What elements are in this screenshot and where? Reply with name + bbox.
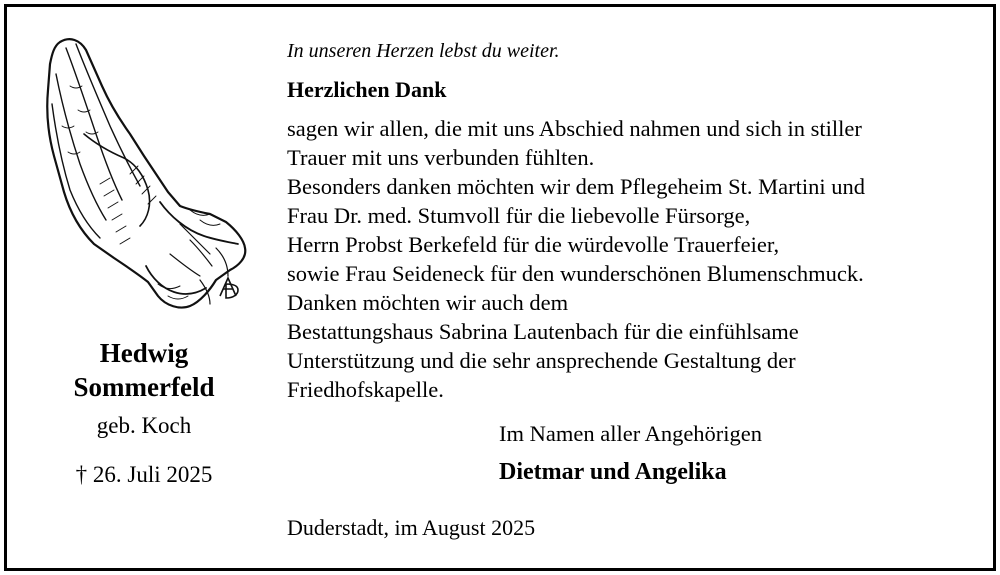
deceased-name <box>30 336 258 404</box>
text-line: sowie Frau Seideneck für den wunderschönen Blumenschmuck. <box>287 261 864 286</box>
heading: Herzlichen Dank <box>287 77 447 102</box>
maiden-name: geb. Koch <box>96 413 192 438</box>
closing-line: Im Namen aller Angehörigen <box>499 421 763 446</box>
monogram-icon <box>220 278 238 298</box>
text-line: Friedhofskapelle. <box>287 377 444 402</box>
deceased-last-name: Sommerfeld <box>73 372 215 402</box>
thanks-text <box>287 114 977 404</box>
text-line: Besonders danken möchten wir dem Pflegeheim St. Martini und <box>287 174 866 199</box>
deceased-first-name: Hedwig <box>99 338 189 368</box>
place-date: Duderstadt, im August 2025 <box>287 515 536 540</box>
praying-hands-icon <box>40 34 255 314</box>
text-line: Frau Dr. med. Stumvoll für die liebevolle Fürsorge, <box>287 203 751 228</box>
text-line: sagen wir allen, die mit uns Abschied nahmen und sich in stiller <box>287 116 862 141</box>
text-line: Danken möchten wir auch dem <box>287 290 569 315</box>
text-line: Trauer mit uns verbunden fühlten. <box>287 145 595 170</box>
death-date: † 26. Juli 2025 <box>75 462 213 487</box>
text-line: Unterstützung und die sehr ansprechende Gestaltung der <box>287 348 796 373</box>
text-line: Herrn Probst Berkefeld für die würdevolle Trauerfeier, <box>287 232 780 257</box>
signers: Dietmar und Angelika <box>499 459 727 485</box>
text-line: Bestattungshaus Sabrina Lautenbach für die einfühlsame <box>287 319 799 344</box>
motto: In unseren Herzen lebst du weiter. <box>287 40 560 62</box>
